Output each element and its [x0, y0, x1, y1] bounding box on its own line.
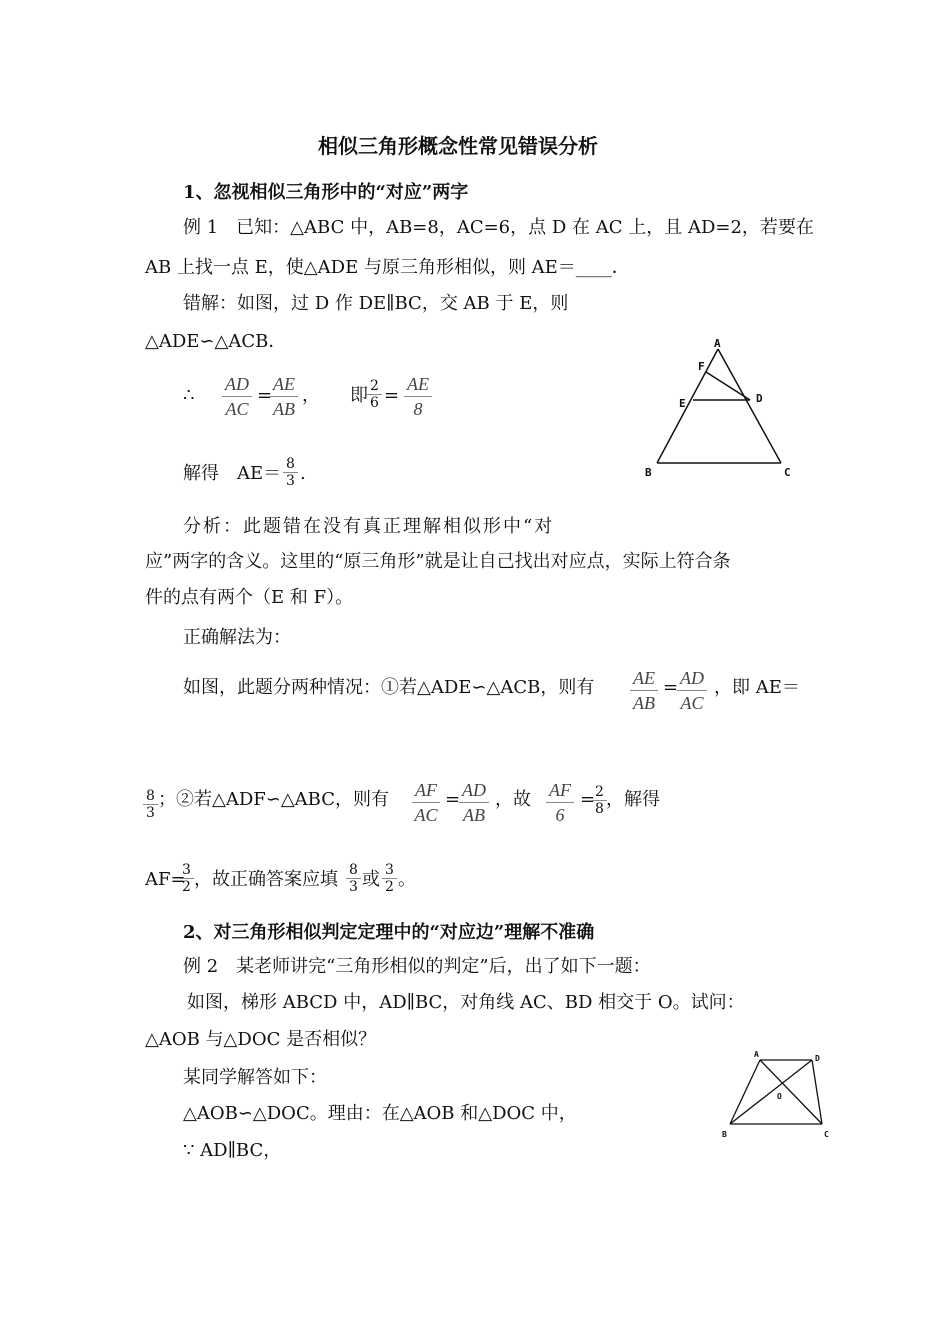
- label-d: D: [756, 392, 763, 405]
- label-c: C: [824, 1130, 829, 1139]
- equals-sign: =: [257, 385, 273, 406]
- wrong-solution-line-2: △ADE∽△ACB．: [145, 331, 287, 352]
- label-d: D: [815, 1054, 820, 1063]
- label-o: O: [777, 1092, 782, 1101]
- example-2-line: 例 2 某老师讲完“三角形相似的判定”后，出了如下一题：: [183, 956, 651, 977]
- fraction-3-2: $\frac{3}{2}$: [382, 862, 397, 895]
- segment-fd: [706, 372, 750, 400]
- wrong-solution-line-1: 错解：如图，过 D 作 DE∥BC，交 AB 于 E，则: [183, 293, 569, 314]
- correct-solution-label: 正确解法为：: [183, 627, 291, 648]
- student-intro: 某同学解答如下：: [183, 1067, 327, 1088]
- label-b: B: [722, 1130, 727, 1139]
- analysis-line-2: 应”两字的含义。这里的“原三角形”就是让自己找出对应点，实际上符合条: [145, 551, 731, 572]
- case-2-text: ；②若△ADF∽△ABC，则有: [158, 789, 390, 810]
- fraction-3-2: $\frac{3}{2}$: [179, 862, 194, 895]
- fraction-2-8: $\frac{2}{8}$: [592, 784, 607, 817]
- analysis-line-3: 件的点有两个（E 和 F）。: [145, 587, 354, 608]
- fraction-8-3: $\frac{8}{3}$: [346, 862, 361, 895]
- side-ac: [718, 349, 781, 463]
- therefore-symbol: ∴: [183, 385, 195, 406]
- section-1-heading: 1、忽视相似三角形中的“对应”两字: [183, 182, 469, 203]
- fraction-8-3: $\frac{8}{3}$: [143, 788, 158, 821]
- case-2-solve: ，解得: [606, 789, 660, 810]
- fraction-8-3: $\frac{8}{3}$: [283, 456, 298, 489]
- example-1-line-2: AB 上找一点 E，使△ADE 与原三角形相似，则 AE＝____．: [145, 257, 630, 278]
- diagonal-bd: [730, 1060, 812, 1124]
- fraction-af-6: $\frac{AF}{6}$: [546, 778, 574, 827]
- label-a: A: [754, 1050, 759, 1059]
- label-f: F: [698, 360, 705, 373]
- comma: ，: [302, 385, 320, 406]
- label-c: C: [784, 466, 791, 479]
- analysis-line-1: 分析：此题错在没有真正理解相似形中“对: [183, 516, 555, 537]
- student-line-2: ∵ AD∥BC，: [183, 1140, 282, 1161]
- case-1-result: ，即 AE＝: [714, 677, 800, 698]
- solve-label: 解得 AE＝: [183, 463, 282, 484]
- example-1-line-1: 例 1 已知：△ABC 中，AB=8，AC=6，点 D 在 AC 上，且 AD=2，若要在: [183, 217, 814, 238]
- period: .: [300, 463, 306, 484]
- fraction-ad-ac: $\frac{AD}{AC}$: [222, 372, 252, 421]
- equals-sign: =: [663, 677, 679, 698]
- fraction-2-6: $\frac{2}{6}$: [367, 378, 382, 411]
- label-b: B: [645, 466, 652, 479]
- fraction-ad-ab: $\frac{AD}{AB}$: [459, 778, 489, 827]
- page-title: 相似三角形概念性常见错误分析: [318, 134, 598, 158]
- equals-sign: =: [445, 789, 461, 810]
- side-ab: [730, 1060, 760, 1124]
- fraction-ad-ac: $\frac{AD}{AC}$: [677, 666, 707, 715]
- equals-sign: =: [384, 385, 400, 406]
- label-a: A: [714, 337, 721, 350]
- problem-line-2: △AOB 与△DOC 是否相似？: [145, 1029, 377, 1050]
- final-answer-text: ，故正确答案应填: [194, 869, 338, 890]
- fraction-ae-8: $\frac{AE}{8}$: [404, 372, 432, 421]
- problem-line-1: 如图，梯形 ABCD 中，AD∥BC，对角线 AC、BD 相交于 O。试问：: [187, 992, 745, 1013]
- side-ab: [657, 349, 718, 463]
- section-2-heading: 2、对三角形相似判定定理中的“对应边”理解不准确: [183, 922, 595, 943]
- or-text: 或: [362, 869, 380, 890]
- trapezoid-figure: [718, 1048, 838, 1148]
- equals-sign: =: [580, 789, 596, 810]
- triangle-figure: [640, 335, 810, 485]
- student-line-1: △AOB∽△DOC。理由：在△AOB 和△DOC 中，: [183, 1103, 577, 1124]
- fraction-ae-ab: $\frac{AE}{AB}$: [270, 372, 298, 421]
- case-2-gu: ，故: [495, 789, 531, 810]
- label-e: E: [679, 397, 686, 410]
- af-label: AF=: [145, 869, 186, 890]
- fraction-ae-ab: $\frac{AE}{AB}$: [630, 666, 658, 715]
- ji-label: 即: [350, 385, 368, 406]
- case-1-text: 如图，此题分两种情况：①若△ADE∽△ACB，则有: [183, 677, 595, 698]
- fraction-af-ac: $\frac{AF}{AC}$: [412, 778, 440, 827]
- end-mark: 。: [398, 869, 416, 890]
- diagonal-ac: [760, 1060, 822, 1124]
